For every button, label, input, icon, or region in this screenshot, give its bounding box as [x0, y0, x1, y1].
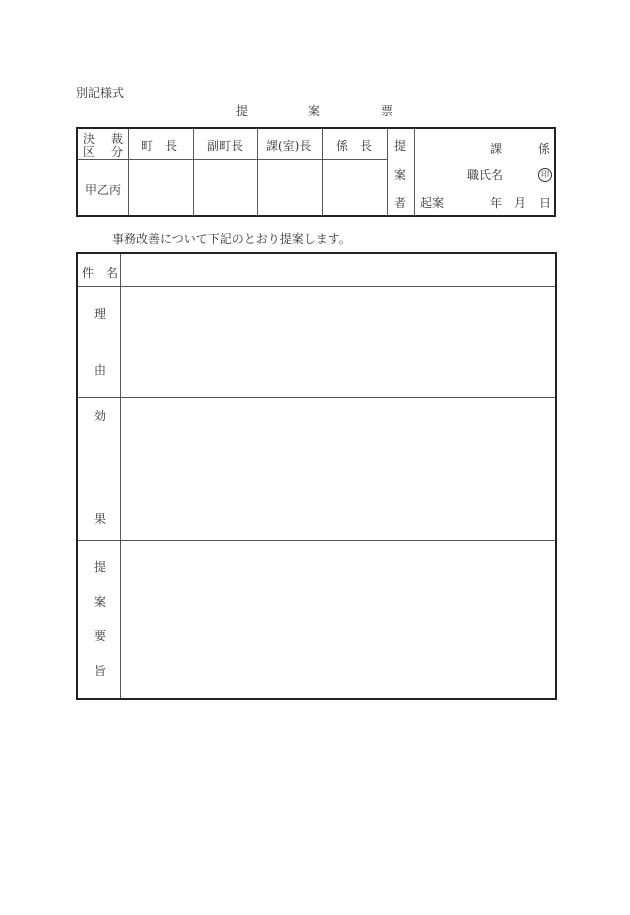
section-chief-stamp-box[interactable] — [258, 160, 322, 215]
decision-label-char: 決 — [83, 132, 96, 146]
proposal-table — [76, 252, 557, 700]
proposer-label-char: 案 — [394, 168, 407, 182]
title-char-1: 提 — [236, 104, 249, 118]
seal-icon: 印 — [538, 166, 552, 182]
division-label: 課 — [490, 142, 503, 156]
subject-field[interactable] — [121, 254, 555, 286]
approver-mayor: 町 長 — [141, 139, 178, 153]
month-label: 月 — [514, 196, 527, 210]
decision-category: 甲乙丙 — [85, 183, 122, 197]
draft-label: 起案 — [420, 196, 445, 210]
subsection-chief-stamp-box[interactable] — [323, 160, 387, 215]
summary-label-char: 案 — [93, 595, 106, 609]
summary-field[interactable] — [121, 541, 555, 698]
summary-label-char: 要 — [93, 629, 106, 643]
mayor-stamp-box[interactable] — [129, 160, 193, 215]
reason-label-char: 理 — [93, 307, 106, 321]
proposer-label-char: 提 — [394, 139, 407, 153]
subject-label: 件 名 — [81, 266, 118, 280]
section-label: 係 — [538, 142, 551, 156]
effect-field[interactable] — [121, 398, 555, 540]
decision-label-char: 裁 — [111, 132, 124, 146]
deputy-mayor-stamp-box[interactable] — [194, 160, 257, 215]
decision-label-char: 分 — [111, 145, 124, 159]
year-label: 年 — [490, 196, 503, 210]
day-label: 日 — [539, 196, 552, 210]
effect-label-char: 効 — [93, 409, 106, 423]
title-char-2: 案 — [308, 104, 321, 118]
decision-label-char: 区 — [83, 145, 96, 159]
summary-label-char: 旨 — [93, 664, 106, 678]
approval-table — [76, 127, 556, 217]
approver-section-chief: 課(室)長 — [266, 139, 312, 153]
approver-deputy-mayor: 副町長 — [207, 139, 244, 153]
intro-text: 事務改善について下記のとおり提案します。 — [112, 232, 351, 246]
effect-label-char: 果 — [93, 512, 106, 526]
column-divider — [387, 129, 388, 215]
form-identifier: 別記様式 — [76, 86, 125, 100]
name-label: 職氏名 — [467, 168, 504, 182]
reason-field[interactable] — [121, 287, 555, 397]
column-divider — [414, 129, 415, 215]
approver-subsection-chief: 係 長 — [336, 139, 373, 153]
reason-label-char: 由 — [93, 363, 106, 377]
summary-label-char: 提 — [93, 560, 106, 574]
title-char-3: 票 — [381, 104, 394, 118]
proposer-label-char: 者 — [394, 196, 407, 210]
